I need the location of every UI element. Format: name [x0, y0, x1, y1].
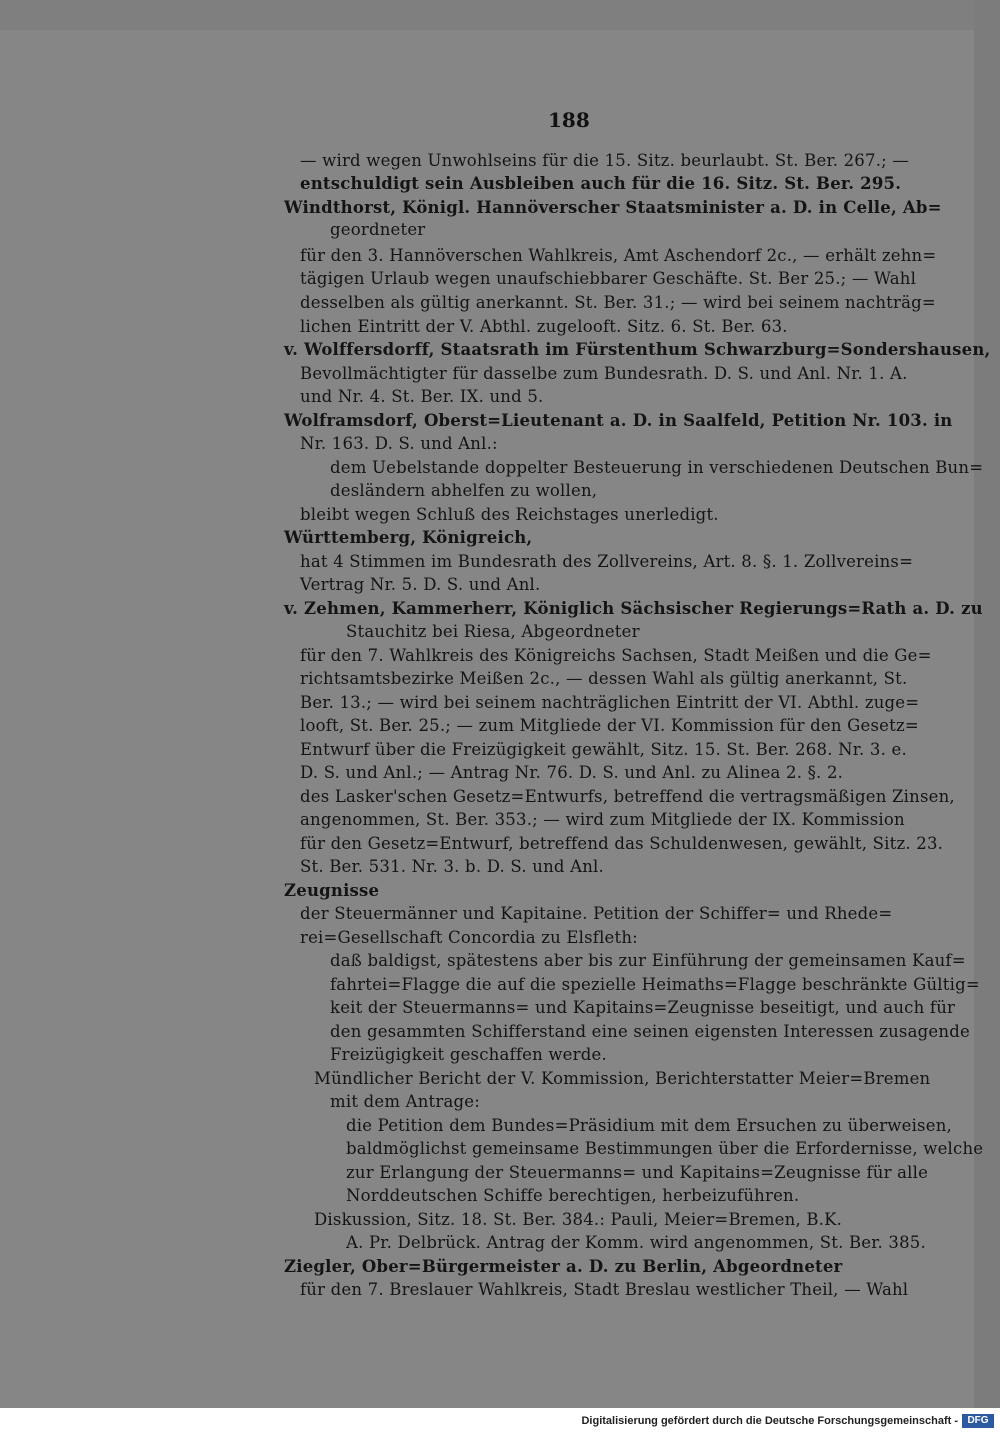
- page-number: 188: [548, 108, 590, 132]
- text-line: zur Erlangung der Steuermanns= und Kapitains=Zeugnisse für alle: [346, 1163, 929, 1182]
- text-line: daß baldigst, spätestens aber bis zur Einführung der gemeinsamen Kauf=: [330, 951, 966, 970]
- text-line: St. Ber. 531. Nr. 3. b. D. S. und Anl.: [300, 857, 604, 876]
- text-line: des Lasker'schen Gesetz=Entwurfs, betreffend die vertragsmäßigen Zinsen,: [300, 787, 955, 806]
- text-line: Bevollmächtigter für dasselbe zum Bundesrath. D. S. und Anl. Nr. 1. A.: [300, 364, 908, 383]
- text-line: Freizügigkeit geschaffen werde.: [330, 1045, 607, 1064]
- text-line: angenommen, St. Ber. 353.; — wird zum Mitgliede der IX. Kommission: [300, 810, 905, 829]
- entry-heading: Zeugnisse: [284, 881, 380, 900]
- text-line: für den 7. Wahlkreis des Königreichs Sachsen, Stadt Meißen und die Ge=: [300, 646, 932, 665]
- text-line: Mündlicher Bericht der V. Kommission, Berichterstatter Meier=Bremen: [314, 1069, 931, 1088]
- text-line: Ber. 13.; — wird bei seinem nachträglichen Eintritt der VI. Abthl. zuge=: [300, 693, 920, 712]
- text-line: keit der Steuermanns= und Kapitains=Zeugnisse beseitigt, und auch für: [330, 998, 956, 1017]
- scan-right-edge: [974, 0, 1000, 1408]
- text-line: Vertrag Nr. 5. D. S. und Anl.: [300, 575, 541, 594]
- text-line: den gesammten Schifferstand eine seinen eigensten Interessen zusagende: [330, 1022, 970, 1041]
- text-line: für den Gesetz=Entwurf, betreffend das Schuldenwesen, gewählt, Sitz. 23.: [300, 834, 944, 853]
- text-line: entschuldigt sein Ausbleiben auch für die 16. Sitz. St. Ber. 295.: [300, 174, 902, 193]
- text-line: Entwurf über die Freizügigkeit gewählt, Sitz. 15. St. Ber. 268. Nr. 3. e.: [300, 740, 907, 759]
- entry-heading: Ziegler, Ober=Bürgermeister a. D. zu Berlin, Abgeordneter: [284, 1257, 843, 1276]
- text-line: Stauchitz bei Riesa, Abgeordneter: [346, 622, 640, 641]
- text-line: D. S. und Anl.; — Antrag Nr. 76. D. S. und Anl. zu Alinea 2. §. 2.: [300, 763, 844, 782]
- text-line: richtsamtsbezirke Meißen 2c., — dessen Wahl als gültig anerkannt, St.: [300, 669, 908, 688]
- text-line: baldmöglichst gemeinsame Bestimmungen über die Erfordernisse, welche: [346, 1139, 984, 1158]
- text-line: hat 4 Stimmen im Bundesrath des Zollvereins, Art. 8. §. 1. Zollvereins=: [300, 552, 914, 571]
- footer-bar: [0, 1408, 1000, 1432]
- funding-notice: Digitalisierung gefördert durch die Deutsche Forschungsgemeinschaft -: [581, 1415, 958, 1427]
- text-line: lichen Eintritt der V. Abthl. zugelooft. Sitz. 6. St. Ber. 63.: [300, 317, 788, 336]
- text-line: tägigen Urlaub wegen unaufschiebbarer Geschäfte. St. Ber 25.; — Wahl: [300, 269, 917, 288]
- entry-heading: Wolframsdorf, Oberst=Lieutenant a. D. in Saalfeld, Petition Nr. 103. in: [284, 411, 953, 430]
- text-line: looft, St. Ber. 25.; — zum Mitgliede der VI. Kommission für den Gesetz=: [300, 716, 919, 735]
- text-line: desländern abhelfen zu wollen,: [330, 481, 598, 500]
- text-line: geordneter: [330, 220, 426, 239]
- entry-heading: v. Wolffersdorff, Staatsrath im Fürstenthum Schwarzburg=Sondershausen,: [284, 340, 991, 359]
- text-line: für den 3. Hannöverschen Wahlkreis, Amt Aschendorf 2c., — erhält zehn=: [300, 246, 937, 265]
- dfg-logo: DFG: [962, 1414, 994, 1428]
- text-line: A. Pr. Delbrück. Antrag der Komm. wird angenommen, St. Ber. 385.: [346, 1233, 926, 1252]
- text-line: fahrtei=Flagge die auf die spezielle Heimaths=Flagge beschränkte Gültig=: [330, 975, 980, 994]
- text-line: Norddeutschen Schiffe berechtigen, herbeizuführen.: [346, 1186, 800, 1205]
- text-line: und Nr. 4. St. Ber. IX. und 5.: [300, 387, 544, 406]
- text-line: — wird wegen Unwohlseins für die 15. Sitz. beurlaubt. St. Ber. 267.; —: [300, 151, 910, 170]
- entry-heading: Württemberg, Königreich,: [284, 528, 533, 547]
- text-line: mit dem Antrage:: [330, 1092, 480, 1111]
- entry-heading: Windthorst, Königl. Hannöverscher Staatsminister a. D. in Celle, Ab=: [284, 198, 942, 217]
- text-line: für den 7. Breslauer Wahlkreis, Stadt Breslau westlicher Theil, — Wahl: [300, 1280, 909, 1299]
- text-line: die Petition dem Bundes=Präsidium mit dem Ersuchen zu überweisen,: [346, 1116, 952, 1135]
- text-line: rei=Gesellschaft Concordia zu Elsfleth:: [300, 928, 638, 947]
- text-line: desselben als gültig anerkannt. St. Ber. 31.; — wird bei seinem nachträg=: [300, 293, 936, 312]
- text-line: dem Uebelstande doppelter Besteuerung in verschiedenen Deutschen Bun=: [330, 458, 984, 477]
- scan-top-edge: [0, 0, 1000, 30]
- text-line: der Steuermänner und Kapitaine. Petition der Schiffer= und Rhede=: [300, 904, 893, 923]
- text-line: bleibt wegen Schluß des Reichstages unerledigt.: [300, 505, 719, 524]
- entry-heading: v. Zehmen, Kammerherr, Königlich Sächsischer Regierungs=Rath a. D. zu: [284, 599, 983, 618]
- text-line: Nr. 163. D. S. und Anl.:: [300, 434, 498, 453]
- text-line: Diskussion, Sitz. 18. St. Ber. 384.: Pauli, Meier=Bremen, B.K.: [314, 1210, 843, 1229]
